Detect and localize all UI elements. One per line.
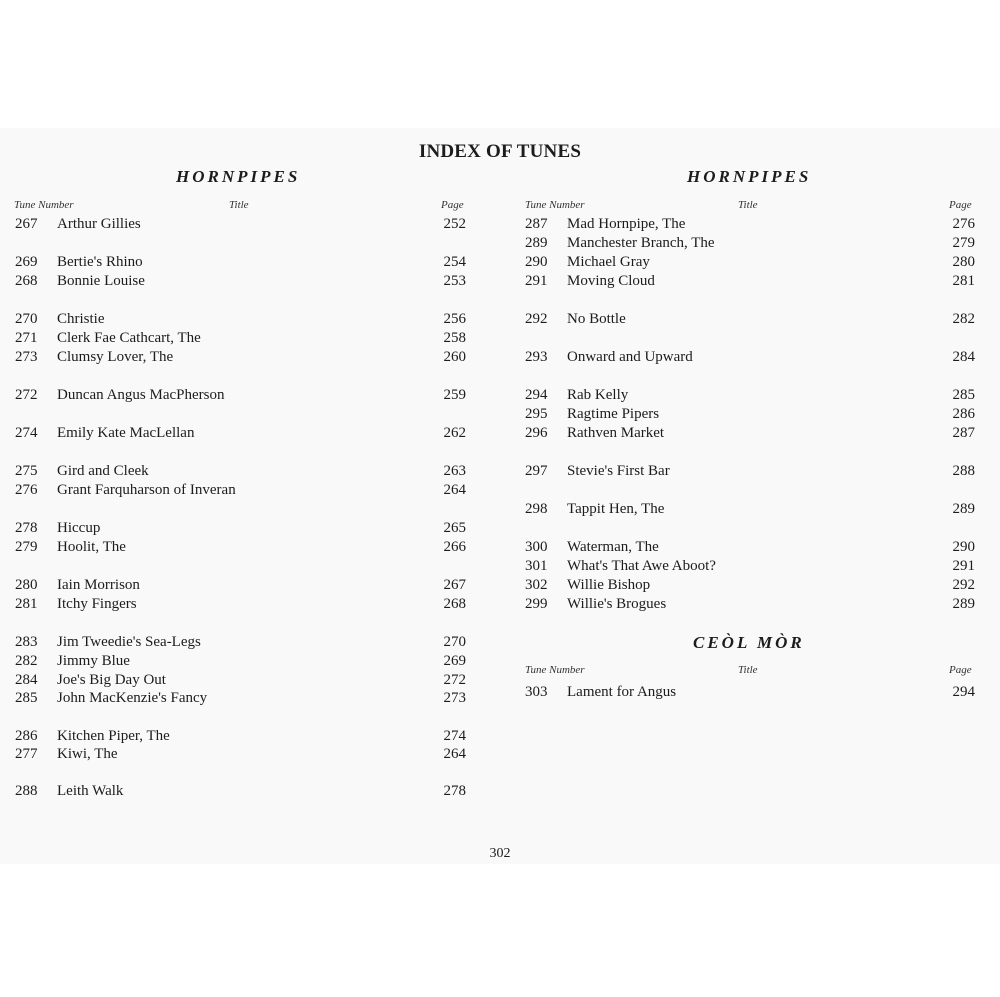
tune-title: Hiccup <box>57 520 101 536</box>
section-heading-hornpipes-right: HORNPIPES <box>687 167 812 186</box>
column-header-tune-number: Tune Number <box>14 199 74 211</box>
tune-page: 278 <box>443 783 466 799</box>
page-number: 302 <box>489 846 511 861</box>
tune-number: 297 <box>525 463 548 479</box>
index-row <box>525 462 975 481</box>
index-row <box>525 386 975 405</box>
tune-number: 275 <box>15 463 38 479</box>
tune-page: 264 <box>443 746 466 762</box>
tune-page: 256 <box>443 311 466 327</box>
tune-title: Bertie's Rhino <box>57 254 143 270</box>
index-row <box>15 310 466 329</box>
tune-page: 274 <box>443 728 466 744</box>
section-heading-ceol-mor: CEÒL MÒR <box>693 633 805 652</box>
tune-page: 263 <box>443 463 466 479</box>
tune-title: No Bottle <box>567 311 626 327</box>
tune-title: Leith Walk <box>57 783 124 799</box>
tune-title: Jimmy Blue <box>57 653 130 669</box>
index-row <box>15 782 466 801</box>
tune-page: 281 <box>952 273 975 289</box>
column-header-tune-number: Tune Number <box>525 664 585 676</box>
tune-number: 288 <box>15 783 38 799</box>
index-row <box>525 538 975 557</box>
tune-title: Clumsy Lover, The <box>57 349 174 365</box>
tune-page: 289 <box>952 501 975 517</box>
tune-title: Willie Bishop <box>567 577 651 593</box>
tune-page: 264 <box>443 482 466 498</box>
tune-title: Iain Morrison <box>57 577 140 593</box>
tune-number: 273 <box>15 349 38 365</box>
index-row <box>15 462 466 481</box>
tune-number: 298 <box>525 501 548 517</box>
index-row <box>525 310 975 329</box>
column-header-page: Page <box>949 664 972 676</box>
tune-title: Mad Hornpipe, The <box>567 216 686 232</box>
tune-page: 260 <box>443 349 466 365</box>
tune-number: 294 <box>525 387 548 403</box>
tune-title: Ragtime Pipers <box>567 406 660 422</box>
tune-page: 266 <box>443 539 466 555</box>
tune-number: 280 <box>15 577 38 593</box>
tune-number: 290 <box>525 254 548 270</box>
tune-number: 278 <box>15 520 38 536</box>
tune-number: 279 <box>15 539 38 555</box>
column-header-tune-number: Tune Number <box>525 199 585 211</box>
tune-number: 296 <box>525 425 548 441</box>
index-row <box>525 253 975 272</box>
index-row <box>525 595 975 614</box>
tune-title: Christie <box>57 311 105 327</box>
column-header-page: Page <box>441 199 464 211</box>
tune-page: 259 <box>443 387 466 403</box>
tune-number: 291 <box>525 273 548 289</box>
tune-number: 293 <box>525 349 548 365</box>
tune-number: 302 <box>525 577 548 593</box>
tune-page: 269 <box>443 653 466 669</box>
tune-title: Hoolit, The <box>57 539 126 555</box>
column-header-page: Page <box>949 199 972 211</box>
tune-page: 292 <box>952 577 975 593</box>
tune-page: 252 <box>443 216 466 232</box>
index-row <box>15 481 466 500</box>
index-row <box>525 215 975 234</box>
tune-page: 273 <box>443 690 466 706</box>
tune-number: 286 <box>15 728 38 744</box>
column-header-title: Title <box>738 199 758 211</box>
index-row <box>15 671 466 690</box>
section-heading-hornpipes-left: HORNPIPES <box>176 167 301 186</box>
tune-title: Manchester Branch, The <box>567 235 715 251</box>
tune-page: 288 <box>952 463 975 479</box>
tune-title: Rathven Market <box>567 425 665 441</box>
index-row <box>15 652 466 671</box>
tune-number: 289 <box>525 235 548 251</box>
tune-title: John MacKenzie's Fancy <box>57 690 208 706</box>
tune-title: Clerk Fae Cathcart, The <box>57 330 201 346</box>
page-title: INDEX OF TUNES <box>418 141 582 162</box>
tune-number: 300 <box>525 539 548 555</box>
tune-page: 280 <box>952 254 975 270</box>
tune-title: Kitchen Piper, The <box>57 728 170 744</box>
tune-title: Michael Gray <box>567 254 650 270</box>
tune-title: Jim Tweedie's Sea-Legs <box>57 634 201 650</box>
tune-page: 272 <box>443 672 466 688</box>
tune-title: Rab Kelly <box>567 387 629 403</box>
tune-page: 286 <box>952 406 975 422</box>
tune-page: 279 <box>952 235 975 251</box>
tune-number: 271 <box>15 330 38 346</box>
tune-title: Arthur Gillies <box>57 216 141 232</box>
tune-number: 284 <box>15 672 38 688</box>
tune-title: What's That Awe Aboot? <box>567 558 716 574</box>
tune-number: 274 <box>15 425 38 441</box>
tune-title: Itchy Fingers <box>57 596 137 612</box>
tune-title: Joe's Big Day Out <box>57 672 166 688</box>
tune-page: 290 <box>952 539 975 555</box>
index-row <box>525 557 975 576</box>
tune-number: 272 <box>15 387 38 403</box>
index-row <box>525 348 975 367</box>
tune-number: 269 <box>15 254 38 270</box>
index-row <box>15 424 466 443</box>
tune-title: Onward and Upward <box>567 349 693 365</box>
index-row <box>525 576 975 595</box>
tune-number: 301 <box>525 558 548 574</box>
index-row <box>525 683 975 702</box>
tune-page: 276 <box>952 216 975 232</box>
tune-title: Lament for Angus <box>567 684 677 700</box>
tune-number: 295 <box>525 406 548 422</box>
tune-page: 289 <box>952 596 975 612</box>
tune-page: 268 <box>443 596 466 612</box>
tune-page: 254 <box>443 254 466 270</box>
tune-number: 287 <box>525 216 548 232</box>
index-row <box>525 405 975 424</box>
index-row <box>15 689 466 708</box>
tune-page: 285 <box>952 387 975 403</box>
tune-page: 253 <box>443 273 466 289</box>
tune-number: 277 <box>15 746 38 762</box>
tune-number: 276 <box>15 482 38 498</box>
tune-title: Stevie's First Bar <box>567 463 670 479</box>
tune-title: Grant Farquharson of Inveran <box>57 482 236 498</box>
index-row <box>525 234 975 253</box>
index-row <box>15 519 466 538</box>
tune-number: 281 <box>15 596 38 612</box>
index-row <box>15 727 466 746</box>
column-header-title: Title <box>229 199 249 211</box>
tune-page: 284 <box>952 349 975 365</box>
index-row <box>15 386 466 405</box>
tune-title: Tappit Hen, The <box>567 501 665 517</box>
tune-page: 287 <box>952 425 975 441</box>
tune-number: 303 <box>525 684 548 700</box>
tune-page: 258 <box>443 330 466 346</box>
tune-number: 282 <box>15 653 38 669</box>
tune-number: 268 <box>15 273 38 289</box>
index-row <box>15 272 466 291</box>
index-row <box>525 272 975 291</box>
tune-title: Duncan Angus MacPherson <box>57 387 225 403</box>
index-row <box>525 500 975 519</box>
tune-page: 294 <box>952 684 975 700</box>
tune-number: 270 <box>15 311 38 327</box>
index-row <box>525 424 975 443</box>
index-row <box>15 329 466 348</box>
tune-title: Moving Cloud <box>567 273 655 289</box>
tune-page: 262 <box>443 425 466 441</box>
tune-number: 267 <box>15 216 38 232</box>
tune-title: Kiwi, The <box>57 746 118 762</box>
index-row <box>15 253 466 272</box>
tune-title: Gird and Cleek <box>57 463 149 479</box>
index-row <box>15 595 466 614</box>
tune-page: 291 <box>952 558 975 574</box>
index-row <box>15 348 466 367</box>
tune-page: 267 <box>443 577 466 593</box>
tune-title: Waterman, The <box>567 539 659 555</box>
column-header-title: Title <box>738 664 758 676</box>
tune-page: 270 <box>443 634 466 650</box>
tune-title: Willie's Brogues <box>567 596 667 612</box>
index-row <box>15 745 466 764</box>
tune-page: 265 <box>443 520 466 536</box>
tune-number: 299 <box>525 596 548 612</box>
tune-number: 283 <box>15 634 38 650</box>
tune-title: Bonnie Louise <box>57 273 145 289</box>
tune-title: Emily Kate MacLellan <box>57 425 195 441</box>
index-row <box>15 215 466 234</box>
tune-number: 292 <box>525 311 548 327</box>
index-row <box>15 538 466 557</box>
index-row <box>15 633 466 652</box>
tune-number: 285 <box>15 690 38 706</box>
index-row <box>15 576 466 595</box>
tune-page: 282 <box>952 311 975 327</box>
